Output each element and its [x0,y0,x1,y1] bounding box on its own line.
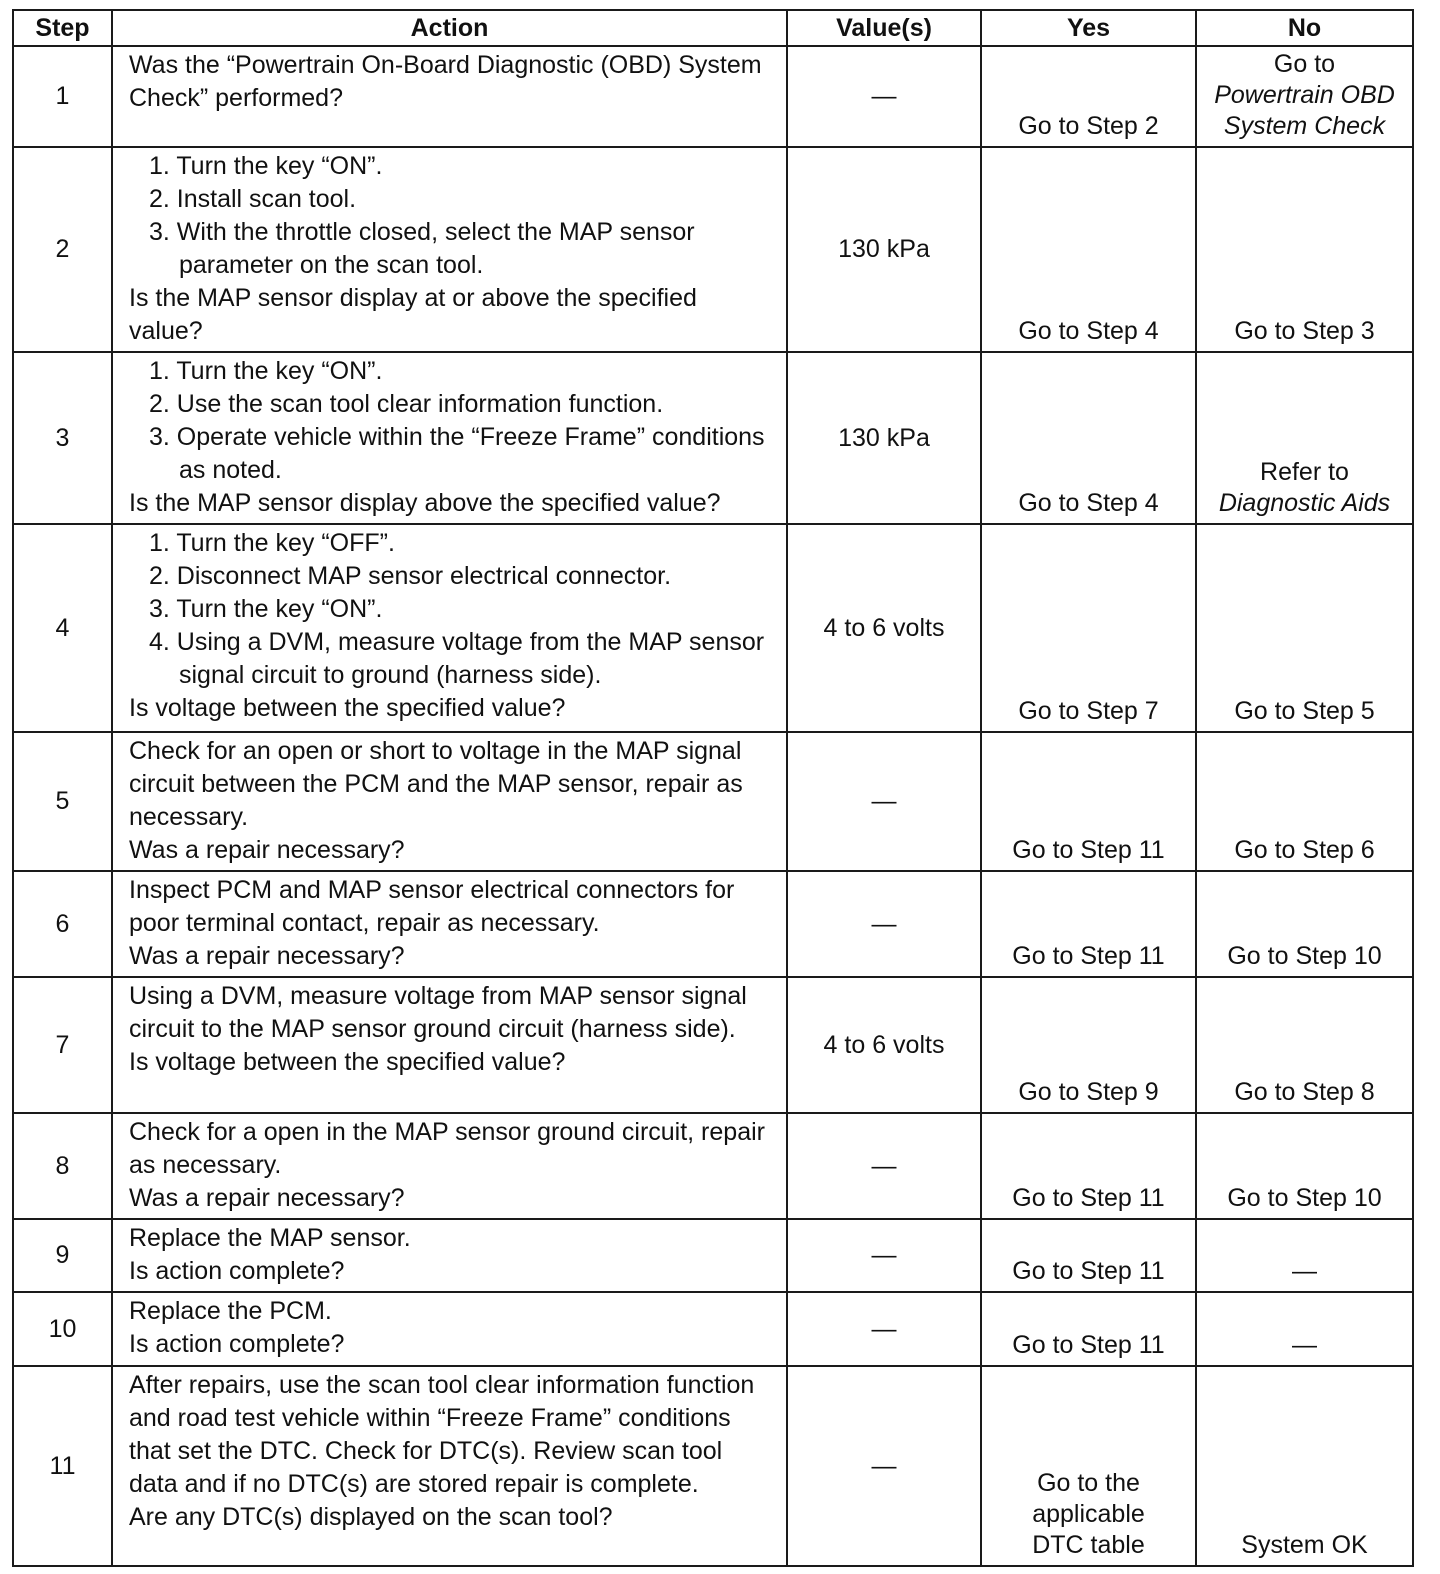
table-row [13,977,1413,1113]
no-cell: — [1196,1292,1413,1366]
action-step: 1. Turn the key “ON”. [149,152,383,180]
action-step: 4. Using a DVM, measure voltage from the MAP sensor signal circuit to ground (harness side). [149,628,765,689]
action-cell [112,732,787,871]
table-row [13,147,1413,352]
action-text: Inspect PCM and MAP sensor electrical connectors for poor terminal contact, repair as necessary. [129,876,735,937]
action-text: After repairs, use the scan tool clear information function and road test vehicle within “Freeze Frame” conditions that set the DTC. Check for DTC(s). Review scan tool data and if no DTC(s) are stored repair is complete. [129,1371,755,1498]
value-cell: 130 kPa [787,147,981,352]
action-step: 3. Turn the key “ON”. [149,595,383,623]
no-cell: System OK [1196,1366,1413,1566]
action-step: 3. Operate vehicle within the “Freeze Frame” conditions as noted. [149,423,765,484]
action-step: 2. Use the scan tool clear information function. [149,390,664,418]
action-cell [112,1366,787,1566]
action-question: Was a repair necessary? [129,1184,405,1212]
value-cell: — [787,1292,981,1366]
action-question: Are any DTC(s) displayed on the scan tool? [129,1503,613,1531]
action-question: Was a repair necessary? [129,942,405,970]
yes-cell: Go to Step 11 [981,1219,1196,1292]
value-cell: 4 to 6 volts [787,524,981,732]
value-cell: — [787,732,981,871]
yes-cell: Go to Step 11 [981,871,1196,977]
action-cell [112,977,787,1113]
yes-header: Yes [981,10,1196,46]
action-step: 2. Install scan tool. [149,185,357,213]
value-cell: 4 to 6 volts [787,977,981,1113]
table-row [13,732,1413,871]
yes-cell: Go to Step 2 [981,46,1196,147]
action-question: Was a repair necessary? [129,836,405,864]
action-cell [112,147,787,352]
value-cell: — [787,1113,981,1219]
no-prefix: Refer to [1260,458,1349,486]
action-cell [112,352,787,524]
value-cell: 130 kPa [787,352,981,524]
action-question: Is the MAP sensor display at or above the specified value? [129,284,697,345]
table-row [13,1113,1413,1219]
yes-cell: Go to Step 11 [981,732,1196,871]
step-number: 6 [13,871,112,977]
no-cell: Go to Step 6 [1196,732,1413,871]
no-cell: Go to Step 8 [1196,977,1413,1113]
action-text: Replace the PCM. [129,1297,332,1325]
action-question: Is action complete? [129,1330,345,1358]
no-cell: Go to Step 10 [1196,1113,1413,1219]
action-cell [112,871,787,977]
no-reference: Diagnostic Aids [1218,489,1391,517]
no-cell: — [1196,1219,1413,1292]
value-cell: — [787,1366,981,1566]
action-question: Is action complete? [129,1257,345,1285]
step-number: 10 [13,1292,112,1366]
action-text: Check for an open or short to voltage in the MAP signal circuit between the PCM and the MAP sensor, repair as necessary. [129,737,743,831]
yes-cell: Go to Step 9 [981,977,1196,1113]
yes-cell: Go to the applicable DTC table [981,1366,1196,1566]
action-cell [112,46,787,147]
step-header: Step [13,10,112,46]
values-header: Value(s) [787,10,981,46]
diagnostic-table [12,9,1414,1567]
action-cell [112,524,787,732]
action-step: 1. Turn the key “ON”. [149,357,383,385]
step-number: 2 [13,147,112,352]
table-row [13,1292,1413,1366]
no-cell [1196,46,1413,147]
action-steps [129,355,768,487]
table-row [13,524,1413,732]
table-row [13,1219,1413,1292]
table-row [13,871,1413,977]
value-cell: — [787,46,981,147]
yes-cell: Go to Step 4 [981,147,1196,352]
table-row [13,1366,1413,1566]
action-text: Replace the MAP sensor. [129,1224,411,1252]
action-step: 1. Turn the key “OFF”. [149,529,395,557]
no-prefix: Go to [1273,50,1336,78]
no-cell: Go to Step 10 [1196,871,1413,977]
yes-cell: Go to Step 4 [981,352,1196,524]
action-question: Is voltage between the specified value? [129,1048,566,1076]
table-row [13,352,1413,524]
no-reference: Powertrain OBD System Check [1214,81,1395,140]
step-number: 3 [13,352,112,524]
table-row [13,46,1413,147]
action-steps [129,150,768,282]
step-number: 8 [13,1113,112,1219]
action-cell [112,1219,787,1292]
value-cell: — [787,1219,981,1292]
value-cell: — [787,871,981,977]
step-number: 4 [13,524,112,732]
yes-cell: Go to Step 7 [981,524,1196,732]
action-question: Is voltage between the specified value? [129,694,566,722]
action-step: 3. With the throttle closed, select the MAP sensor parameter on the scan tool. [149,218,695,279]
no-cell: Go to Step 3 [1196,147,1413,352]
action-text: Check for a open in the MAP sensor ground circuit, repair as necessary. [129,1118,765,1179]
header-row [13,10,1413,46]
action-step: 2. Disconnect MAP sensor electrical connector. [149,562,672,590]
action-steps [129,527,768,692]
action-cell [112,1292,787,1366]
action-text: Using a DVM, measure voltage from MAP sensor signal circuit to the MAP sensor ground circuit (harness side). [129,982,747,1043]
yes-cell: Go to Step 11 [981,1292,1196,1366]
diagnostic-page [12,9,1412,1567]
step-number: 11 [13,1366,112,1566]
action-cell [112,1113,787,1219]
step-number: 5 [13,732,112,871]
yes-cell: Go to Step 11 [981,1113,1196,1219]
no-cell: Go to Step 5 [1196,524,1413,732]
step-number: 9 [13,1219,112,1292]
action-question: Is the MAP sensor display above the specified value? [129,489,721,517]
step-number: 1 [13,46,112,147]
no-cell [1196,352,1413,524]
step-number: 7 [13,977,112,1113]
action-text: Was the “Powertrain On-Board Diagnostic (OBD) System Check” performed? [129,51,762,112]
action-header: Action [112,10,787,46]
no-header: No [1196,10,1413,46]
